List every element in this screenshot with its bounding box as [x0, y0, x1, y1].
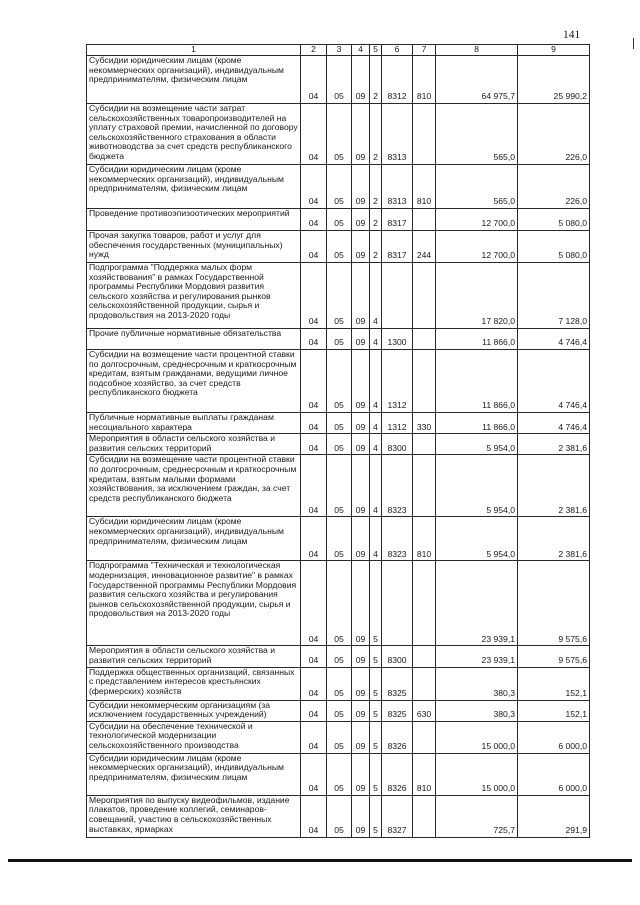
expense-type-code	[413, 667, 436, 700]
table-row	[87, 413, 590, 434]
table-row	[87, 329, 590, 350]
amount-year-1: 11 866,0	[436, 329, 518, 350]
article-code: 1312	[382, 350, 413, 413]
page-number: 141	[563, 29, 581, 41]
amount-year-1: 12 700,0	[436, 231, 518, 263]
expense-type-code: 630	[413, 700, 436, 721]
subprogram-code: 4	[370, 434, 382, 455]
amount-year-1: 15 000,0	[436, 753, 518, 795]
amount-year-2: 6 000,0	[518, 753, 590, 795]
subprogram-code: 4	[370, 413, 382, 434]
section-code: 04	[301, 329, 327, 350]
program-code: 09	[352, 56, 370, 104]
amount-year-1: 5 954,0	[436, 517, 518, 561]
article-code: 1300	[382, 329, 413, 350]
amount-year-2: 25 990,2	[518, 56, 590, 104]
subprogram-code: 5	[370, 561, 382, 646]
table-row	[87, 667, 590, 700]
item-name: Субсидии на возмещение части процентной ставки по долгосрочным, среднесрочным и краткосрочным кредитам, взятым малыми формами хозяйствования, за исключением граждан, за счет средств республиканского бюджета	[87, 455, 301, 517]
subsection-code: 05	[327, 455, 352, 517]
item-name: Субсидии на возмещение части процентной ставки по долгосрочным, среднесрочным и краткосрочным кредитам, взятым гражданами, ведущими личное подсобное хозяйство, за счет средств республиканского бюджета	[87, 350, 301, 413]
subprogram-code: 5	[370, 700, 382, 721]
table-row	[87, 455, 590, 517]
amount-year-2: 2 381,6	[518, 434, 590, 455]
table-row	[87, 56, 590, 104]
section-code: 04	[301, 104, 327, 165]
subprogram-code: 4	[370, 329, 382, 350]
subprogram-code: 2	[370, 56, 382, 104]
item-name: Субсидии юридическим лицам (кроме некоммерческих организаций), индивидуальным предпринимателям, физическим лицам	[87, 165, 301, 209]
amount-year-1: 17 820,0	[436, 263, 518, 329]
expense-type-code	[413, 350, 436, 413]
article-code: 8323	[382, 455, 413, 517]
article-code: 8300	[382, 434, 413, 455]
amount-year-1: 565,0	[436, 165, 518, 209]
subprogram-code: 5	[370, 753, 382, 795]
amount-year-2: 4 746,4	[518, 413, 590, 434]
subsection-code: 05	[327, 209, 352, 231]
subsection-code: 05	[327, 795, 352, 837]
article-code: 8313	[382, 104, 413, 165]
subsection-code: 05	[327, 561, 352, 646]
budget-table	[86, 44, 590, 838]
table-row	[87, 434, 590, 455]
section-code: 04	[301, 455, 327, 517]
header-cell: 1	[87, 45, 301, 56]
section-code: 04	[301, 165, 327, 209]
program-code: 09	[352, 753, 370, 795]
amount-year-2: 7 128,0	[518, 263, 590, 329]
amount-year-2: 5 080,0	[518, 231, 590, 263]
program-code: 09	[352, 517, 370, 561]
table-row	[87, 263, 590, 329]
table-row	[87, 165, 590, 209]
item-name: Мероприятия в области сельского хозяйства и развития сельских территорий	[87, 646, 301, 667]
subprogram-code: 2	[370, 231, 382, 263]
item-name: Субсидии юридическим лицам (кроме некоммерческих организаций), индивидуальным предпринимателям, физическим лицам	[87, 517, 301, 561]
amount-year-2: 291,9	[518, 795, 590, 837]
subprogram-code: 5	[370, 795, 382, 837]
amount-year-2: 6 000,0	[518, 721, 590, 753]
item-name: Субсидии юридическим лицам (кроме некоммерческих организаций), индивидуальным предпринимателям, физическим лицам	[87, 753, 301, 795]
amount-year-2: 2 381,6	[518, 517, 590, 561]
expense-type-code: 244	[413, 231, 436, 263]
expense-type-code	[413, 263, 436, 329]
program-code: 09	[352, 350, 370, 413]
subprogram-code: 5	[370, 721, 382, 753]
table-row	[87, 517, 590, 561]
item-name: Прочая закупка товаров, работ и услуг для обеспечения государственных (муниципальных) нужд	[87, 231, 301, 263]
program-code: 09	[352, 455, 370, 517]
header-cell: 9	[518, 45, 590, 56]
section-code: 04	[301, 56, 327, 104]
subsection-code: 05	[327, 329, 352, 350]
table-row	[87, 646, 590, 667]
program-code: 09	[352, 165, 370, 209]
section-code: 04	[301, 231, 327, 263]
subsection-code: 05	[327, 104, 352, 165]
margin-mark	[633, 38, 634, 49]
section-code: 04	[301, 753, 327, 795]
header-cell: 4	[352, 45, 370, 56]
expense-type-code	[413, 209, 436, 231]
subprogram-code: 2	[370, 209, 382, 231]
expense-type-code: 810	[413, 517, 436, 561]
amount-year-1: 11 866,0	[436, 413, 518, 434]
amount-year-1: 725,7	[436, 795, 518, 837]
subprogram-code: 4	[370, 455, 382, 517]
amount-year-2: 4 746,4	[518, 350, 590, 413]
program-code: 09	[352, 413, 370, 434]
table-row	[87, 753, 590, 795]
item-name: Публичные нормативные выплаты гражданам несоциального характера	[87, 413, 301, 434]
article-code: 8325	[382, 667, 413, 700]
amount-year-1: 380,3	[436, 700, 518, 721]
expense-type-code	[413, 646, 436, 667]
article-code: 8312	[382, 56, 413, 104]
program-code: 09	[352, 329, 370, 350]
subsection-code: 05	[327, 667, 352, 700]
section-code: 04	[301, 795, 327, 837]
article-code: 8317	[382, 231, 413, 263]
section-code: 04	[301, 561, 327, 646]
table-row	[87, 231, 590, 263]
header-cell: 8	[436, 45, 518, 56]
program-code: 09	[352, 700, 370, 721]
subsection-code: 05	[327, 700, 352, 721]
amount-year-1: 565,0	[436, 104, 518, 165]
amount-year-2: 9 575,6	[518, 646, 590, 667]
item-name: Субсидии некоммерческим организациям (за исключением государственных учреждений)	[87, 700, 301, 721]
subsection-code: 05	[327, 413, 352, 434]
item-name: Мероприятия в области сельского хозяйства и развития сельских территорий	[87, 434, 301, 455]
amount-year-1: 11 866,0	[436, 350, 518, 413]
article-code	[382, 561, 413, 646]
subprogram-code: 4	[370, 263, 382, 329]
item-name: Субсидии на обеспечение технической и технологической модернизации сельскохозяйственного производства	[87, 721, 301, 753]
header-cell: 3	[327, 45, 352, 56]
article-code: 8327	[382, 795, 413, 837]
table-row	[87, 700, 590, 721]
bottom-rule	[8, 859, 632, 862]
amount-year-1: 380,3	[436, 667, 518, 700]
item-name: Субсидии юридическим лицам (кроме некоммерческих организаций), индивидуальным предпринимателям, физическим лицам	[87, 56, 301, 104]
amount-year-1: 15 000,0	[436, 721, 518, 753]
subprogram-code: 5	[370, 667, 382, 700]
program-code: 09	[352, 721, 370, 753]
amount-year-1: 23 939,1	[436, 646, 518, 667]
subsection-code: 05	[327, 165, 352, 209]
article-code	[382, 263, 413, 329]
subprogram-code: 2	[370, 165, 382, 209]
program-code: 09	[352, 646, 370, 667]
article-code: 1312	[382, 413, 413, 434]
section-code: 04	[301, 646, 327, 667]
subsection-code: 05	[327, 231, 352, 263]
article-code: 8323	[382, 517, 413, 561]
program-code: 09	[352, 434, 370, 455]
item-name: Прочие публичные нормативные обязательства	[87, 329, 301, 350]
subsection-code: 05	[327, 721, 352, 753]
amount-year-2: 152,1	[518, 700, 590, 721]
subsection-code: 05	[327, 434, 352, 455]
amount-year-1: 5 954,0	[436, 455, 518, 517]
subsection-code: 05	[327, 263, 352, 329]
subsection-code: 05	[327, 753, 352, 795]
program-code: 09	[352, 263, 370, 329]
item-name: Поддержка общественных организаций, связанных с представлением интересов крестьянских (фермерских) хозяйств	[87, 667, 301, 700]
article-code: 8326	[382, 721, 413, 753]
article-code: 8313	[382, 165, 413, 209]
expense-type-code	[413, 104, 436, 165]
item-name: Подпрограмма "Техническая и технологическая модернизация, инновационное развитие" в рамках Государственной программы Республики Мордовия развития сельского хозяйства и регулирования рынков сельскохозяйственной продукции, сырья и продовольствия на 2013-2020 годы	[87, 561, 301, 646]
amount-year-1: 12 700,0	[436, 209, 518, 231]
program-code: 09	[352, 104, 370, 165]
item-name: Мероприятия по выпуску видеофильмов, издание плакатов, проведение коллегий, семинаров-совещаний, участию в сельскохозяйственных выставках, ярмарках	[87, 795, 301, 837]
item-name: Проведение противоэпизоотических мероприятий	[87, 209, 301, 231]
table-row	[87, 795, 590, 837]
amount-year-2: 4 746,4	[518, 329, 590, 350]
table-row	[87, 350, 590, 413]
table-row	[87, 209, 590, 231]
subprogram-code: 4	[370, 517, 382, 561]
section-code: 04	[301, 434, 327, 455]
item-name: Субсидии на возмещение части затрат сельскохозяйственных товаропроизводителей на уплату страховой премии, начисленной по договору сельскохозяйственного страхования в области животноводства за счет средств республиканского бюджета	[87, 104, 301, 165]
amount-year-2: 2 381,6	[518, 455, 590, 517]
expense-type-code	[413, 455, 436, 517]
table-row	[87, 561, 590, 646]
header-cell: 6	[382, 45, 413, 56]
expense-type-code	[413, 721, 436, 753]
article-code: 8317	[382, 209, 413, 231]
amount-year-2: 152,1	[518, 667, 590, 700]
expense-type-code: 810	[413, 753, 436, 795]
subsection-code: 05	[327, 56, 352, 104]
header-cell: 2	[301, 45, 327, 56]
subsection-code: 05	[327, 517, 352, 561]
subprogram-code: 2	[370, 104, 382, 165]
section-code: 04	[301, 209, 327, 231]
subsection-code: 05	[327, 350, 352, 413]
amount-year-2: 5 080,0	[518, 209, 590, 231]
amount-year-2: 9 575,6	[518, 561, 590, 646]
subprogram-code: 5	[370, 646, 382, 667]
item-name: Подпрограмма "Поддержка малых форм хозяйствования" в рамках Государственной программы Республики Мордовия развития сельского хозяйства и регулирования рынков сельскохозяйственной продукции, сырья и продовольствия на 2013-2020 годы	[87, 263, 301, 329]
program-code: 09	[352, 561, 370, 646]
program-code: 09	[352, 231, 370, 263]
program-code: 09	[352, 795, 370, 837]
section-code: 04	[301, 263, 327, 329]
header-cell: 7	[413, 45, 436, 56]
expense-type-code	[413, 329, 436, 350]
expense-type-code: 810	[413, 56, 436, 104]
program-code: 09	[352, 667, 370, 700]
section-code: 04	[301, 413, 327, 434]
amount-year-1: 23 939,1	[436, 561, 518, 646]
section-code: 04	[301, 700, 327, 721]
expense-type-code: 810	[413, 165, 436, 209]
article-code: 8326	[382, 753, 413, 795]
expense-type-code: 330	[413, 413, 436, 434]
amount-year-1: 64 975,7	[436, 56, 518, 104]
expense-type-code	[413, 434, 436, 455]
article-code: 8325	[382, 700, 413, 721]
program-code: 09	[352, 209, 370, 231]
subsection-code: 05	[327, 646, 352, 667]
expense-type-code	[413, 795, 436, 837]
expense-type-code	[413, 561, 436, 646]
table-row	[87, 104, 590, 165]
section-code: 04	[301, 350, 327, 413]
section-code: 04	[301, 667, 327, 700]
amount-year-2: 226,0	[518, 165, 590, 209]
table-row	[87, 721, 590, 753]
article-code: 8300	[382, 646, 413, 667]
section-code: 04	[301, 517, 327, 561]
amount-year-1: 5 954,0	[436, 434, 518, 455]
amount-year-2: 226,0	[518, 104, 590, 165]
section-code: 04	[301, 721, 327, 753]
header-cell: 5	[370, 45, 382, 56]
header-row	[87, 45, 590, 56]
subprogram-code: 4	[370, 350, 382, 413]
